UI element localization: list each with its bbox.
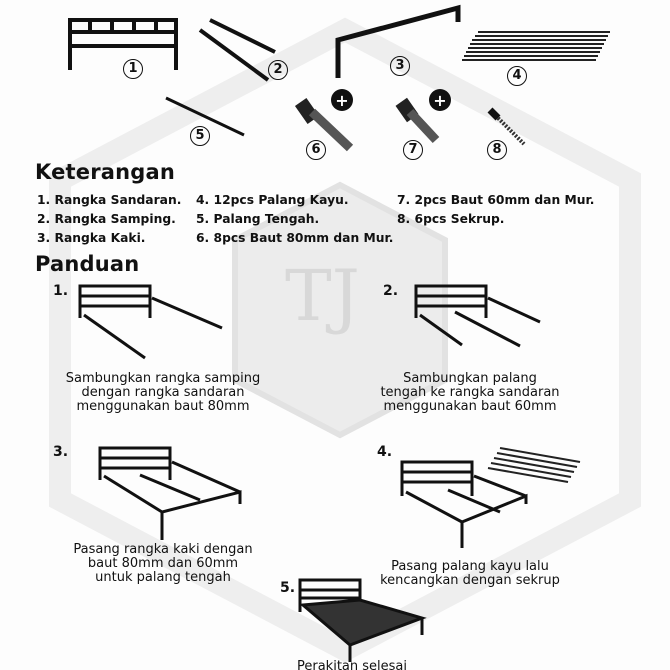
step-number-3: 3.: [53, 444, 69, 460]
caption-line: menggunakan baut 60mm: [383, 399, 557, 414]
legend-item: 2. Rangka Samping.: [37, 212, 176, 226]
step-3-caption: [43, 543, 283, 585]
caption-line: dengan rangka sandaran: [81, 385, 245, 400]
legend-item: 6. 8pcs Baut 80mm dan Mur.: [196, 231, 394, 245]
legend-item: 3. Rangka Kaki.: [37, 231, 146, 245]
caption-line: Pasang rangka kaki dengan: [73, 542, 253, 557]
panduan-heading: Panduan: [35, 252, 140, 276]
legend-item: 5. Palang Tengah.: [196, 212, 320, 226]
caption-line: baut 80mm dan 60mm: [87, 556, 239, 571]
caption-line: Pasang palang kayu lalu: [391, 559, 549, 574]
step-2-illustration: [416, 286, 540, 346]
caption-line: Sambungkan palang: [403, 371, 537, 386]
legend-item: 1. Rangka Sandaran.: [37, 193, 182, 207]
caption-line: menggunakan baut 80mm: [76, 399, 250, 414]
step-number-5: 5.: [280, 580, 296, 596]
part-number-5: 5: [190, 126, 210, 146]
caption-line: Perakitan selesai: [297, 659, 407, 670]
caption-line: untuk palang tengah: [95, 570, 231, 585]
step-1-caption: [43, 372, 283, 414]
svg-text:+: +: [433, 91, 447, 110]
part-number-3: 3: [390, 56, 410, 76]
part-number-1: 1: [123, 59, 143, 79]
step-5-finished-bed-illustration: [300, 580, 422, 662]
caption-line: Sambungkan rangka samping: [65, 371, 261, 386]
step-number-1: 1.: [53, 283, 69, 299]
watermark-logo-text: TJ: [285, 255, 360, 337]
step-1-illustration: [80, 286, 222, 358]
legend-item: 8. 6pcs Sekrup.: [397, 212, 505, 226]
step-4-caption: [350, 560, 590, 588]
legend-item: 4. 12pcs Palang Kayu.: [196, 193, 349, 207]
part-number-7: 7: [403, 140, 423, 160]
part-number-6: 6: [306, 140, 326, 160]
step-number-2: 2.: [383, 283, 399, 299]
part-number-4: 4: [507, 66, 527, 86]
step-number-4: 4.: [377, 444, 393, 460]
part-number-2: 2: [268, 60, 288, 80]
part-number-8: 8: [487, 140, 507, 160]
step-5-caption: [232, 660, 472, 670]
legend-item: 7. 2pcs Baut 60mm dan Mur.: [397, 193, 595, 207]
slats-stack-illustration: [488, 448, 580, 482]
caption-line: tengah ke rangka sandaran: [380, 385, 560, 400]
caption-line: kencangkan dengan sekrup: [380, 573, 560, 588]
step-4-illustration: [402, 462, 526, 548]
step-2-caption: [350, 372, 590, 414]
keterangan-heading: Keterangan: [35, 160, 176, 184]
step-3-illustration: [100, 448, 240, 540]
svg-text:+: +: [335, 91, 349, 110]
